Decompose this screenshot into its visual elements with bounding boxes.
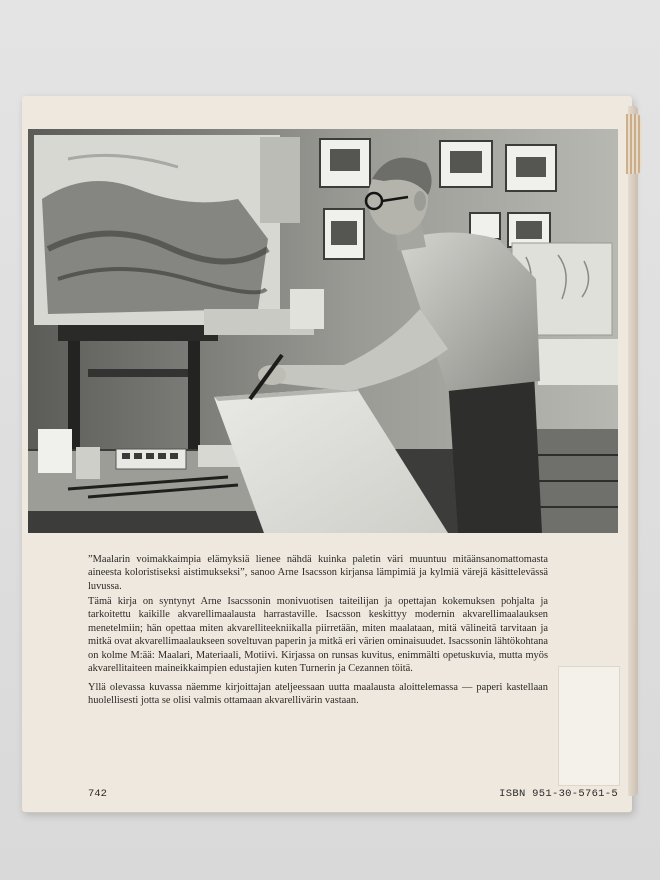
catalog-number: 742	[88, 788, 107, 800]
price-sticker-residue	[558, 666, 620, 786]
studio-photograph	[28, 129, 618, 533]
photo-caption-paragraph: Yllä olevassa kuvassa näemme kirjoittajan ateljeessaan uutta maalausta aloittelemassa — paperi kastellaan huolellisesti jotta se olisi valmis ottamaan akvarellivärin vastaan.	[88, 682, 548, 707]
book-back-cover	[22, 96, 632, 812]
book-description-paragraph: Tämä kirja on syntynyt Arne Isacssonin monivuotisen taiteilijan ja opettajan kokemuksen pohjalta ja tarkoitettu kaikille akvarellimaalausta harrastaville. Isacsson keskittyy modernin akvarellimaalauksen menetelmiin; hän opettaa miten akvarelliteekniikalla piirretään, miten maalataan, mitä välineitä tarvitaan ja mitkä ovat akvarellimaalaukseen soveltuvan paperin ja mitkä eri värien ominaisuudet. Isacssonin lähtökohtana on kolme M:ää: Maalari, Materiaali, Motiivi. Kirjassa on runsas kuvitus, enimmälti opetuskuvia, mutta myös akvarellitaiteen maineikkaimpien edustajien kuten Turnerin ja Cezannen töitä.	[88, 596, 548, 675]
book-spine-edge	[628, 106, 638, 796]
cover-quote-paragraph: ”Maalarin voimakkaimpia elämyksiä lienee nähdä kuinka paletin väri muuntuu mitäänsanomattomasta aineesta koloristiseksi aistimukseksi”, sanoo Arne Isacsson kirjansa lämpimiä ja kylmiä värejä käsittelevässä luvussa.	[88, 554, 548, 592]
worn-cover-edge	[626, 114, 642, 174]
easel-painting	[34, 135, 280, 325]
isbn-number: ISBN 951-30-5761-5	[499, 788, 618, 800]
